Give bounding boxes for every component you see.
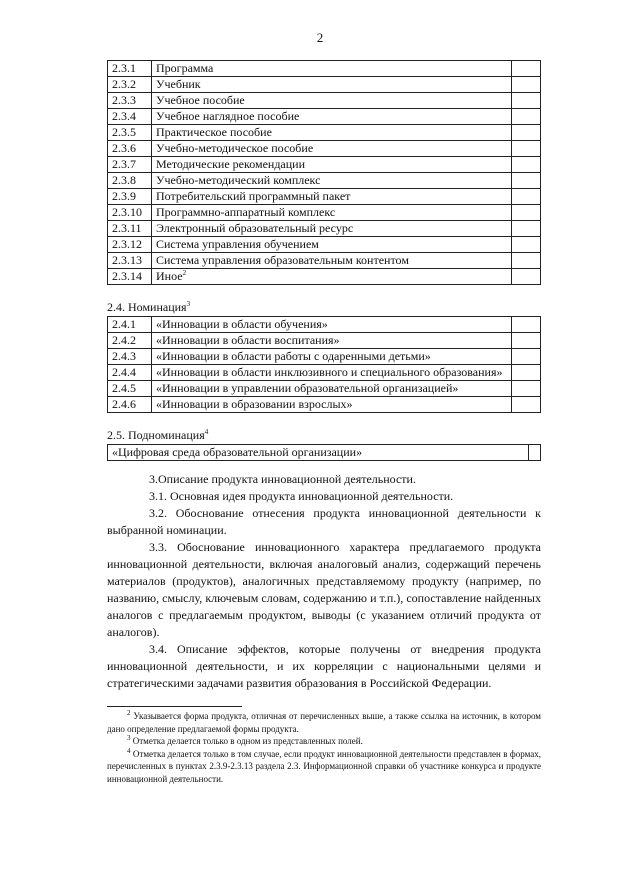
- table-row: [108, 333, 541, 349]
- item-label: [152, 397, 512, 413]
- footnote: [107, 735, 541, 748]
- checkbox-cell[interactable]: [512, 269, 541, 285]
- subnomination-heading: [107, 427, 541, 443]
- item-label-text: «Инновации в области обучения»: [156, 317, 328, 331]
- document-page: [107, 0, 541, 805]
- table-row: [108, 445, 541, 461]
- item-number: 2.3.14: [108, 269, 152, 285]
- checkbox-cell[interactable]: [512, 173, 541, 189]
- checkbox-cell[interactable]: [512, 125, 541, 141]
- checkbox-cell[interactable]: [512, 349, 541, 365]
- table-row: [108, 253, 541, 269]
- table-row: [108, 77, 541, 93]
- item-label: [152, 189, 512, 205]
- item-label: [152, 333, 512, 349]
- subnomination-table: [107, 444, 541, 461]
- checkbox-cell[interactable]: [512, 365, 541, 381]
- item-number: 2.3.7: [108, 157, 152, 173]
- checkbox-cell[interactable]: [512, 141, 541, 157]
- heading-text: 2.4. Номинация: [107, 300, 187, 314]
- checkbox-cell[interactable]: [512, 61, 541, 77]
- item-label: [152, 349, 512, 365]
- item-label: [152, 381, 512, 397]
- item-label: [152, 109, 512, 125]
- item-number: 2.3.13: [108, 253, 152, 269]
- table-row: [108, 381, 541, 397]
- product-form-table: [107, 60, 541, 285]
- item-number: 2.3.10: [108, 205, 152, 221]
- item-number: 2.3.2: [108, 77, 152, 93]
- table-row: [108, 237, 541, 253]
- item-number: 2.4.4: [108, 365, 152, 381]
- item-label: [152, 221, 512, 237]
- checkbox-cell[interactable]: [512, 237, 541, 253]
- footnote-divider: [107, 706, 242, 707]
- heading-text: 2.5. Подноминация: [107, 428, 205, 442]
- item-number: 2.3.11: [108, 221, 152, 237]
- item-label: [152, 157, 512, 173]
- item-label: [152, 125, 512, 141]
- paragraph: 3.2. Обоснование отнесения продукта инновационной деятельности к выбранной номинации.: [107, 506, 541, 537]
- item-number: 2.4.1: [108, 317, 152, 333]
- item-label-text: «Инновации в области воспитания»: [156, 333, 340, 347]
- footnote-ref: 3: [186, 300, 191, 308]
- item-label: [152, 365, 512, 381]
- table-row: [108, 269, 541, 285]
- item-number: 2.3.4: [108, 109, 152, 125]
- footnote-mark: 3: [127, 734, 131, 742]
- checkbox-cell[interactable]: [512, 333, 541, 349]
- item-number: 2.3.1: [108, 61, 152, 77]
- checkbox-cell[interactable]: [512, 253, 541, 269]
- table-row: [108, 109, 541, 125]
- checkbox-cell[interactable]: [512, 157, 541, 173]
- item-label: [152, 317, 512, 333]
- item-label-text: Методические рекомендации: [156, 157, 306, 171]
- nomination-table: [107, 316, 541, 413]
- paragraph: 3.1. Основная идея продукта инновационной деятельности.: [149, 489, 454, 503]
- item-number: 2.4.5: [108, 381, 152, 397]
- checkbox-cell[interactable]: [512, 317, 541, 333]
- table-row: [108, 205, 541, 221]
- item-label-text: «Инновации в управлении образовательной организацией»: [156, 381, 459, 395]
- table-row: [108, 189, 541, 205]
- item-label: [152, 173, 512, 189]
- footnote-ref: 2: [182, 269, 187, 277]
- item-label-text: Система управления обучением: [156, 237, 319, 251]
- item-label-text: Иное: [156, 269, 183, 283]
- item-number: 2.3.5: [108, 125, 152, 141]
- item-label-text: Программа: [156, 61, 214, 75]
- item-label-text: Электронный образовательный ресурс: [156, 221, 354, 235]
- footnote-mark: 4: [127, 746, 131, 755]
- item-label-text: Система управления образовательным контентом: [156, 253, 409, 267]
- item-label-text: Программно-аппаратный комплекс: [156, 205, 336, 219]
- footnote-text: Отметка делается только в одном из представленных полей.: [132, 736, 363, 746]
- item-label-text: Учебное пособие: [156, 93, 245, 107]
- item-label: [152, 269, 512, 285]
- item-label: [152, 61, 512, 77]
- table-row: [108, 157, 541, 173]
- item-label-text: Учебное наглядное пособие: [156, 109, 300, 123]
- item-label-text: «Инновации в образовании взрослых»: [156, 397, 353, 411]
- table-row: [108, 125, 541, 141]
- checkbox-cell[interactable]: [529, 445, 541, 461]
- footnote-text: Указывается форма продукта, отличная от перечисленных выше, а также ссылка на источник, в котором дано определение предлагаемой формы продукта.: [107, 711, 541, 734]
- page-number: 2: [316, 30, 324, 45]
- item-label: [152, 253, 512, 269]
- checkbox-cell[interactable]: [512, 205, 541, 221]
- checkbox-cell[interactable]: [512, 77, 541, 93]
- section-3: [107, 471, 541, 692]
- item-number: 2.3.3: [108, 93, 152, 109]
- item-label: [152, 237, 512, 253]
- table-row: [108, 221, 541, 237]
- item-number: 2.3.8: [108, 173, 152, 189]
- table-row: [108, 93, 541, 109]
- checkbox-cell[interactable]: [512, 221, 541, 237]
- item-label: [152, 205, 512, 221]
- table-row: [108, 173, 541, 189]
- item-label-text: Учебник: [156, 77, 201, 91]
- table-row: [108, 397, 541, 413]
- item-number: 2.3.6: [108, 141, 152, 157]
- item-number: 2.4.2: [108, 333, 152, 349]
- item-label-text: «Инновации в области инклюзивного и специального образования»: [156, 365, 503, 379]
- checkbox-cell[interactable]: [512, 189, 541, 205]
- table-row: [108, 141, 541, 157]
- checkbox-cell[interactable]: [512, 381, 541, 397]
- checkbox-cell[interactable]: [512, 93, 541, 109]
- table-row: [108, 317, 541, 333]
- item-label: [152, 141, 512, 157]
- item-label-text: «Инновации в области работы с одаренными детьми»: [156, 349, 431, 363]
- item-label-text: Учебно-методическое пособие: [156, 141, 314, 155]
- item-number: 2.3.9: [108, 189, 152, 205]
- paragraph: 3.4. Описание эффектов, которые получены от внедрения продукта инновационной деятельности, и их корреляции с национальными целями и стратегическими задачами развития образования в Российской Федерации.: [107, 642, 541, 690]
- footnotes: [107, 710, 541, 785]
- table-row: [108, 349, 541, 365]
- footnote-mark: 2: [127, 709, 131, 717]
- footnote: [107, 710, 541, 735]
- nomination-heading: [107, 299, 541, 315]
- checkbox-cell[interactable]: [512, 397, 541, 413]
- item-label: [152, 93, 512, 109]
- table-row: [108, 365, 541, 381]
- footnote: [107, 748, 541, 786]
- item-number: 2.4.6: [108, 397, 152, 413]
- item-label: [152, 77, 512, 93]
- item-label-text: Потребительский программный пакет: [156, 189, 351, 203]
- paragraph: 3.3. Обоснование инновационного характера предлагаемого продукта инновационной деятельности, включая аналоговый анализ, содержащий перечень материалов (продуктов), аналогичных представляемому продукту (например, по названию, смыслу, ключевым словам, содержанию и т.п.), сопоставление найденных аналогов с предлагаемым продуктом, выводы (с указанием отличий продукта от аналогов).: [107, 540, 541, 639]
- item-label-text: Учебно-методический комплекс: [156, 173, 321, 187]
- table-row: [108, 61, 541, 77]
- item-number: 2.4.3: [108, 349, 152, 365]
- checkbox-cell[interactable]: [512, 109, 541, 125]
- subnomination-label: «Цифровая среда образовательной организации»: [108, 445, 529, 461]
- item-label-text: Практическое пособие: [156, 125, 272, 139]
- paragraph: 3.Описание продукта инновационной деятельности.: [149, 472, 416, 486]
- footnote-text: Отметка делается только в том случае, если продукт инновационной деятельности представлен в формах, перечисленных в пунктах 2.3.9-2.3.13 раздела 2.3. Информационной справки об участнике конкурса и продукте инновационной деятельности.: [107, 748, 542, 784]
- footnote-ref: 4: [204, 428, 209, 436]
- item-number: 2.3.12: [108, 237, 152, 253]
